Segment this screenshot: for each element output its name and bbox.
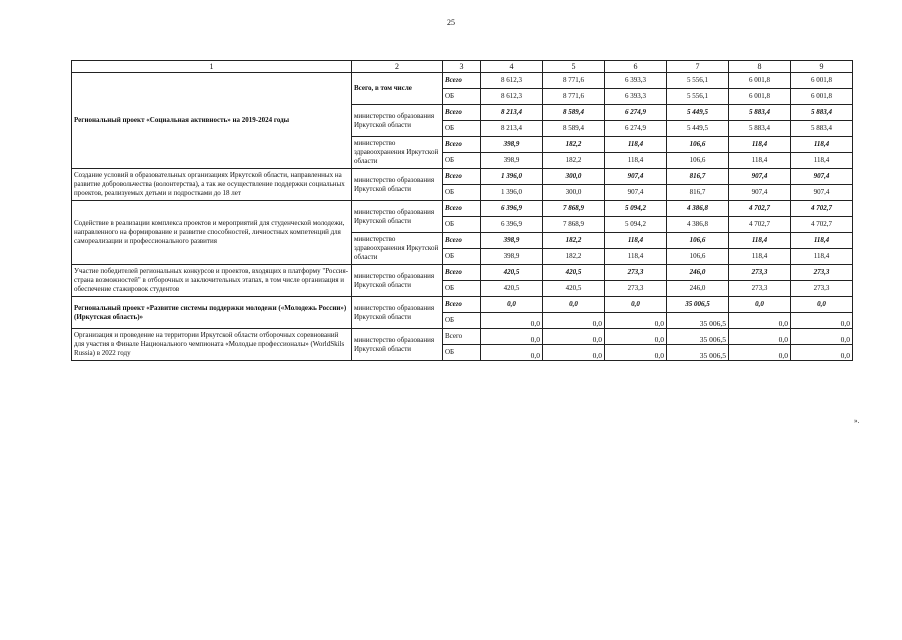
value-cell: 118,4 — [729, 137, 791, 153]
value-cell: 300,0 — [543, 169, 605, 185]
value-cell: 5 883,4 — [729, 121, 791, 137]
value-cell: 5 883,4 — [729, 105, 791, 121]
value-cell: 5 449,5 — [667, 121, 729, 137]
header-cell: 5 — [543, 61, 605, 73]
value-cell: 118,4 — [791, 137, 853, 153]
value-cell: 4 702,7 — [729, 217, 791, 233]
value-cell: 118,4 — [729, 153, 791, 169]
value-cell: 6 396,9 — [481, 201, 543, 217]
value-cell: 246,0 — [667, 265, 729, 281]
funding-type-cell: ОБ — [443, 185, 481, 201]
funding-type-cell: ОБ — [443, 313, 481, 329]
value-cell: 420,5 — [481, 265, 543, 281]
value-cell: 0,0 — [729, 329, 791, 345]
executor-cell: министерство здравоохранения Иркутской области — [352, 137, 443, 169]
value-cell: 0,0 — [605, 329, 667, 345]
value-cell: 6 001,8 — [791, 89, 853, 105]
value-cell: 118,4 — [729, 249, 791, 265]
activity-name: Региональный проект «Социальная активность» на 2019-2024 годы — [72, 73, 352, 169]
table-row — [72, 297, 853, 313]
header-cell: 6 — [605, 61, 667, 73]
value-cell: 0,0 — [791, 313, 853, 329]
value-cell: 246,0 — [667, 281, 729, 297]
value-cell: 398,9 — [481, 249, 543, 265]
value-cell: 118,4 — [605, 249, 667, 265]
executor-cell: министерство здравоохранения Иркутской области — [352, 233, 443, 265]
value-cell: 118,4 — [791, 233, 853, 249]
funding-type-cell: ОБ — [443, 89, 481, 105]
value-cell: 182,2 — [543, 137, 605, 153]
value-cell: 0,0 — [543, 329, 605, 345]
value-cell: 35 006,5 — [667, 329, 729, 345]
funding-type-cell: Всего — [443, 329, 481, 345]
funding-type-cell: Всего — [443, 169, 481, 185]
value-cell: 5 883,4 — [791, 121, 853, 137]
header-cell: 4 — [481, 61, 543, 73]
value-cell: 35 006,5 — [667, 313, 729, 329]
value-cell: 0,0 — [729, 297, 791, 313]
value-cell: 118,4 — [605, 153, 667, 169]
header-cell: 8 — [729, 61, 791, 73]
value-cell: 8 771,6 — [543, 73, 605, 89]
value-cell: 907,4 — [791, 185, 853, 201]
value-cell: 5 094,2 — [605, 217, 667, 233]
value-cell: 273,3 — [791, 281, 853, 297]
value-cell: 4 702,7 — [791, 201, 853, 217]
value-cell: 0,0 — [729, 345, 791, 361]
value-cell: 0,0 — [605, 297, 667, 313]
executor-cell: министерство образования Иркутской области — [352, 201, 443, 233]
value-cell: 273,3 — [791, 265, 853, 281]
value-cell: 907,4 — [605, 169, 667, 185]
table-row — [72, 329, 853, 345]
value-cell: 5 883,4 — [791, 105, 853, 121]
value-cell: 0,0 — [791, 329, 853, 345]
funding-type-cell: Всего — [443, 137, 481, 153]
value-cell: 118,4 — [605, 137, 667, 153]
value-cell: 4 702,7 — [729, 201, 791, 217]
header-cell: 7 — [667, 61, 729, 73]
value-cell: 273,3 — [729, 265, 791, 281]
value-cell: 182,2 — [543, 249, 605, 265]
value-cell: 398,9 — [481, 233, 543, 249]
value-cell: 816,7 — [667, 185, 729, 201]
table-row — [72, 169, 853, 185]
value-cell: 273,3 — [729, 281, 791, 297]
value-cell: 4 386,8 — [667, 201, 729, 217]
activity-name: Содействие в реализации комплекса проектов и мероприятий для студенческой молодежи, направленного на формирование и развитие способностей, личностных компетенций для самореализации и профессионального развития — [72, 201, 352, 265]
header-cell: 2 — [352, 61, 443, 73]
value-cell: 8 612,3 — [481, 89, 543, 105]
value-cell: 6 393,3 — [605, 89, 667, 105]
value-cell: 300,0 — [543, 185, 605, 201]
funding-type-cell: Всего — [443, 105, 481, 121]
activity-name: Создание условий в образовательных организациях Иркутской области, направленных на развитие добровольчества (волонтерства), а так же осуществление поддержки социальных проектов, реализуемых детьми и подростками до 18 лет — [72, 169, 352, 201]
value-cell: 6 001,8 — [729, 89, 791, 105]
value-cell: 8 589,4 — [543, 105, 605, 121]
value-cell: 273,3 — [605, 281, 667, 297]
value-cell: 182,2 — [543, 153, 605, 169]
value-cell: 8 771,6 — [543, 89, 605, 105]
value-cell: 907,4 — [605, 185, 667, 201]
executor-cell: министерство образования Иркутской области — [352, 265, 443, 297]
value-cell: 5 094,2 — [605, 201, 667, 217]
table-row — [72, 201, 853, 217]
value-cell: 0,0 — [543, 345, 605, 361]
funding-type-cell: ОБ — [443, 121, 481, 137]
value-cell: 5 556,1 — [667, 89, 729, 105]
activity-name: Региональный проект «Развитие системы поддержки молодежи («Молодежь России») (Иркутская область)» — [72, 297, 352, 329]
activity-name: Участие победителей региональных конкурсов и проектов, входящих в платформу "Россия- страна возможностей" в отборочных и заключительных этапах, в том числе организация и обеспечение стажировок студентов — [72, 265, 352, 297]
executor-cell: Всего, в том числе — [352, 73, 443, 105]
value-cell: 182,2 — [543, 233, 605, 249]
value-cell: 5 556,1 — [667, 73, 729, 89]
value-cell: 273,3 — [605, 265, 667, 281]
value-cell: 35 006,5 — [667, 345, 729, 361]
funding-type-cell: Всего — [443, 201, 481, 217]
value-cell: 6 396,9 — [481, 217, 543, 233]
value-cell: 420,5 — [543, 265, 605, 281]
value-cell: 8 589,4 — [543, 121, 605, 137]
value-cell: 0,0 — [791, 345, 853, 361]
executor-cell: министерство образования Иркутской области — [352, 297, 443, 329]
value-cell: 6 274,9 — [605, 105, 667, 121]
value-cell: 106,6 — [667, 153, 729, 169]
activity-name: Организация и проведение на территории Иркутской области отборочных соревнований для участия в Финале Национального чемпионата «Молодые профессионалы» (WorldSkils Russia) в 2022 году — [72, 329, 352, 361]
value-cell: 5 449,5 — [667, 105, 729, 121]
value-cell: 6 001,8 — [729, 73, 791, 89]
value-cell: 118,4 — [605, 233, 667, 249]
page-number: 25 — [447, 18, 455, 27]
value-cell: 420,5 — [481, 281, 543, 297]
value-cell: 0,0 — [729, 313, 791, 329]
funding-type-cell: ОБ — [443, 249, 481, 265]
funding-type-cell: ОБ — [443, 153, 481, 169]
value-cell: 8 213,4 — [481, 121, 543, 137]
value-cell: 7 868,9 — [543, 217, 605, 233]
value-cell: 1 396,0 — [481, 169, 543, 185]
value-cell: 907,4 — [729, 169, 791, 185]
value-cell: 816,7 — [667, 169, 729, 185]
value-cell: 118,4 — [729, 233, 791, 249]
funding-type-cell: Всего — [443, 297, 481, 313]
value-cell: 118,4 — [791, 249, 853, 265]
header-cell: 1 — [72, 61, 352, 73]
value-cell: 7 868,9 — [543, 201, 605, 217]
value-cell: 0,0 — [791, 297, 853, 313]
value-cell: 907,4 — [729, 185, 791, 201]
value-cell: 8 612,3 — [481, 73, 543, 89]
value-cell: 8 213,4 — [481, 105, 543, 121]
value-cell: 6 001,8 — [791, 73, 853, 89]
table-row — [72, 265, 853, 281]
funding-type-cell: Всего — [443, 233, 481, 249]
value-cell: 0,0 — [605, 345, 667, 361]
value-cell: 0,0 — [481, 313, 543, 329]
value-cell: 0,0 — [481, 297, 543, 313]
header-cell: 3 — [443, 61, 481, 73]
value-cell: 106,6 — [667, 233, 729, 249]
header-row — [72, 61, 853, 73]
funding-type-cell: ОБ — [443, 217, 481, 233]
value-cell: 35 006,5 — [667, 297, 729, 313]
value-cell: 106,6 — [667, 249, 729, 265]
funding-type-cell: ОБ — [443, 281, 481, 297]
value-cell: 0,0 — [605, 313, 667, 329]
funding-type-cell: Всего — [443, 265, 481, 281]
executor-cell: министерство образования Иркутской области — [352, 329, 443, 361]
value-cell: 6 274,9 — [605, 121, 667, 137]
value-cell: 398,9 — [481, 137, 543, 153]
value-cell: 0,0 — [543, 313, 605, 329]
closing-quote-mark: ». — [854, 417, 860, 425]
executor-cell: министерство образования Иркутской области — [352, 169, 443, 201]
funding-type-cell: ОБ — [443, 345, 481, 361]
value-cell: 118,4 — [791, 153, 853, 169]
table-row — [72, 73, 853, 89]
header-cell: 9 — [791, 61, 853, 73]
executor-cell: министерство образования Иркутской области — [352, 105, 443, 137]
value-cell: 398,9 — [481, 153, 543, 169]
value-cell: 0,0 — [481, 329, 543, 345]
value-cell: 420,5 — [543, 281, 605, 297]
funding-type-cell: Всего — [443, 73, 481, 89]
value-cell: 1 396,0 — [481, 185, 543, 201]
value-cell: 106,6 — [667, 137, 729, 153]
budget-table — [71, 60, 853, 361]
value-cell: 6 393,3 — [605, 73, 667, 89]
value-cell: 907,4 — [791, 169, 853, 185]
value-cell: 0,0 — [543, 297, 605, 313]
value-cell: 4 702,7 — [791, 217, 853, 233]
value-cell: 4 386,8 — [667, 217, 729, 233]
value-cell: 0,0 — [481, 345, 543, 361]
